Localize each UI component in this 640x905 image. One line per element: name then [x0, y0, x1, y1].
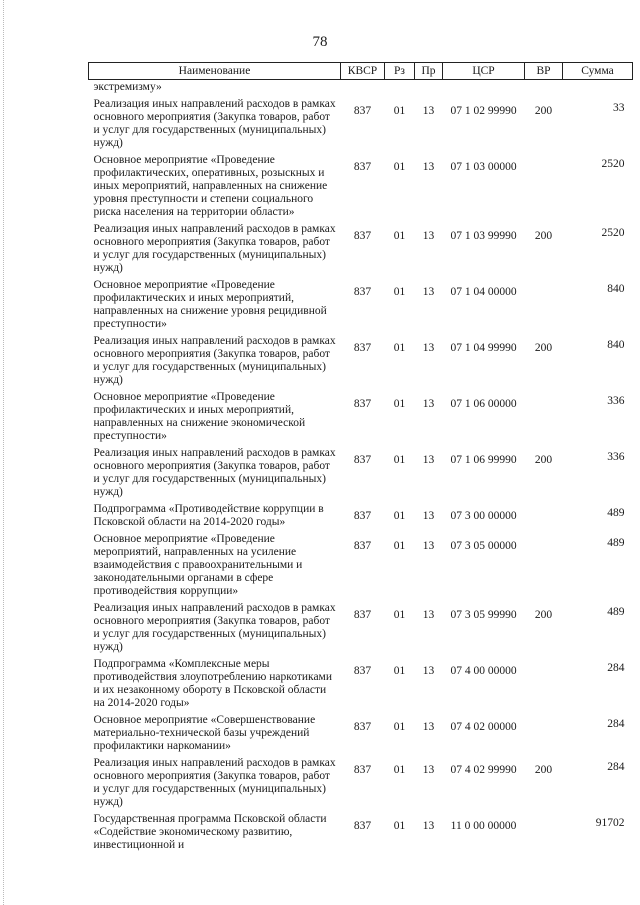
cell-vr: [525, 80, 563, 99]
cell-sum: 336: [607, 395, 625, 407]
cell-rz: 01: [393, 721, 406, 733]
cell-name: Реализация иных направлений расходов в рамках основного мероприятия (Закупка товаров, работ и услуг для государственных (муниципальных) нужд): [93, 602, 336, 653]
table-row: [89, 714, 633, 757]
cell-name: Реализация иных направлений расходов в рамках основного мероприятия (Закупка товаров, работ и услуг для государственных (муниципальных) нужд): [93, 335, 336, 386]
cell-name: Реализация иных направлений расходов в рамках основного мероприятия (Закупка товаров, работ и услуг для государственных (муниципальных) нужд): [93, 223, 336, 274]
cell-csr: 07 3 00 00000: [450, 510, 517, 522]
cell-vr: 200: [534, 609, 553, 621]
cell-kvsr: 837: [353, 721, 372, 733]
cell-rz: 01: [393, 342, 406, 354]
cell-kvsr: 837: [353, 286, 372, 298]
cell-sum: 2520: [601, 227, 625, 239]
cell-csr: 07 4 00 00000: [450, 665, 517, 677]
cell-rz: 01: [393, 820, 406, 832]
cell-rz: 01: [393, 230, 406, 242]
cell-kvsr: 837: [353, 105, 372, 117]
cell-name: Основное мероприятие «Проведение профилактических, оперативных, розыскных и иных мероприятий, направленных на снижение уровня преступности и степени социального риска населения на территории области»: [93, 154, 328, 218]
cell-name: экстремизму»: [93, 81, 162, 93]
cell-kvsr: 837: [353, 161, 372, 173]
table-row: [89, 658, 633, 714]
page-number: 78: [312, 34, 328, 50]
cell-name: Основное мероприятие «Проведение профилактических и иных мероприятий, направленных на снижение уровня рецидивной преступности»: [93, 279, 327, 330]
cell-pr: 13: [422, 820, 435, 832]
cell-kvsr: 837: [353, 764, 372, 776]
table-row: [89, 447, 633, 503]
cell-csr: 07 3 05 99990: [450, 609, 517, 621]
cell-csr: 07 1 06 00000: [450, 398, 517, 410]
table-row: [89, 602, 633, 658]
cell-name: Основное мероприятие «Совершенствование материально-технической базы учреждений профилактики наркомании»: [93, 714, 316, 752]
cell-name: Государственная программа Псковской области «Содействие экономическому развитию, инвестиционной и: [93, 813, 327, 851]
cell-kvsr: 837: [353, 820, 372, 832]
cell-csr: 11 0 00 00000: [450, 820, 517, 832]
cell-name: Подпрограмма «Комплексные меры противодействия злоупотреблению наркотиками и их незаконному обороту в Псковской области на 2014-2020 годы»: [93, 658, 332, 709]
cell-pr: 13: [422, 286, 435, 298]
cell-csr: [443, 80, 525, 99]
cell-sum: 489: [607, 507, 625, 519]
cell-rz: 01: [393, 286, 406, 298]
cell-csr: 07 1 04 00000: [450, 286, 517, 298]
cell-pr: [415, 80, 443, 99]
cell-kvsr: 837: [353, 454, 372, 466]
cell-sum: 284: [607, 761, 625, 773]
cell-name: Основное мероприятие «Проведение профилактических и иных мероприятий, направленных на снижение экономической преступности»: [93, 391, 306, 442]
cell-csr: 07 3 05 00000: [450, 540, 517, 552]
cell-csr: 07 1 02 99990: [450, 105, 517, 117]
cell-name: Реализация иных направлений расходов в рамках основного мероприятия (Закупка товаров, работ и услуг для государственных (муниципальных) нужд): [93, 757, 336, 808]
table-row: [89, 335, 633, 391]
cell-vr: [525, 658, 563, 714]
header-name: Наименование: [89, 63, 341, 80]
cell-kvsr: 837: [353, 665, 372, 677]
cell-vr: [525, 279, 563, 335]
cell-kvsr: 837: [353, 540, 372, 552]
cell-vr: [525, 391, 563, 447]
cell-sum: [563, 80, 633, 99]
table-row: [89, 813, 633, 856]
cell-name: Реализация иных направлений расходов в рамках основного мероприятия (Закупка товаров, работ и услуг для государственных (муниципальных) нужд): [93, 447, 336, 498]
table-row: [89, 223, 633, 279]
cell-csr: 07 1 03 99990: [450, 230, 517, 242]
cell-pr: 13: [422, 764, 435, 776]
cell-sum: 33: [613, 102, 625, 114]
cell-rz: 01: [393, 609, 406, 621]
cell-vr: 200: [534, 230, 553, 242]
cell-sum: 336: [607, 451, 625, 463]
cell-pr: 13: [422, 510, 435, 522]
cell-csr: 07 4 02 00000: [450, 721, 517, 733]
cell-vr: 200: [534, 105, 553, 117]
cell-csr: 07 4 02 99990: [450, 764, 517, 776]
cell-name: Основное мероприятие «Проведение мероприятий, направленных на усиление взаимодействия с правоохранительными и законодательными органами в сфере противодействия коррупции»: [93, 533, 303, 597]
cell-csr: 07 1 06 99990: [450, 454, 517, 466]
header-csr: ЦСР: [443, 63, 525, 80]
cell-kvsr: 837: [353, 230, 372, 242]
cell-rz: 01: [393, 454, 406, 466]
table-row: [89, 533, 633, 602]
header-vr: ВР: [525, 63, 563, 80]
cell-rz: 01: [393, 540, 406, 552]
cell-name: Реализация иных направлений расходов в рамках основного мероприятия (Закупка товаров, работ и услуг для государственных (муниципальных) нужд): [93, 98, 336, 149]
table-row: [89, 98, 633, 154]
cell-pr: 13: [422, 105, 435, 117]
cell-pr: 13: [422, 161, 435, 173]
cell-sum: 284: [607, 718, 625, 730]
header-pr: Пр: [415, 63, 443, 80]
cell-sum: 489: [607, 537, 625, 549]
cell-rz: 01: [393, 105, 406, 117]
cell-sum: 840: [607, 339, 625, 351]
table-header-row: [89, 63, 633, 80]
header-sum: Сумма: [563, 63, 633, 80]
table-row: [89, 391, 633, 447]
table-row: [89, 503, 633, 533]
cell-sum: 91702: [595, 817, 625, 829]
cell-csr: 07 1 04 99990: [450, 342, 517, 354]
cell-sum: 284: [607, 662, 625, 674]
cell-vr: 200: [534, 764, 553, 776]
cell-pr: 13: [422, 721, 435, 733]
cell-vr: 200: [534, 454, 553, 466]
table-row: [89, 757, 633, 813]
table-row: [89, 279, 633, 335]
cell-rz: 01: [393, 665, 406, 677]
cell-pr: 13: [422, 230, 435, 242]
table-row: [89, 154, 633, 223]
cell-vr: [525, 503, 563, 533]
cell-sum: 489: [607, 606, 625, 618]
cell-pr: 13: [422, 398, 435, 410]
cell-vr: [525, 154, 563, 223]
cell-rz: [385, 80, 415, 99]
cell-vr: [525, 533, 563, 602]
cell-vr: [525, 813, 563, 856]
header-rz: Рз: [385, 63, 415, 80]
cell-rz: 01: [393, 161, 406, 173]
cell-rz: 01: [393, 398, 406, 410]
cell-kvsr: 837: [353, 398, 372, 410]
table-row: [89, 80, 633, 99]
cell-rz: 01: [393, 510, 406, 522]
cell-vr: [525, 714, 563, 757]
cell-pr: 13: [422, 609, 435, 621]
cell-kvsr: 837: [353, 609, 372, 621]
cell-sum: 2520: [601, 158, 625, 170]
header-kvsr: КВСР: [341, 63, 385, 80]
cell-pr: 13: [422, 454, 435, 466]
budget-table: [88, 62, 633, 856]
cell-pr: 13: [422, 540, 435, 552]
cell-csr: 07 1 03 00000: [450, 161, 517, 173]
cell-kvsr: 837: [353, 510, 372, 522]
cell-kvsr: [341, 80, 385, 99]
cell-sum: 840: [607, 283, 625, 295]
cell-pr: 13: [422, 342, 435, 354]
page-edge: [3, 0, 4, 905]
cell-name: Подпрограмма «Противодействие коррупции в Псковской области на 2014-2020 годы»: [93, 503, 324, 528]
cell-kvsr: 837: [353, 342, 372, 354]
cell-rz: 01: [393, 764, 406, 776]
table-body: [89, 80, 633, 857]
cell-vr: 200: [534, 342, 553, 354]
cell-pr: 13: [422, 665, 435, 677]
